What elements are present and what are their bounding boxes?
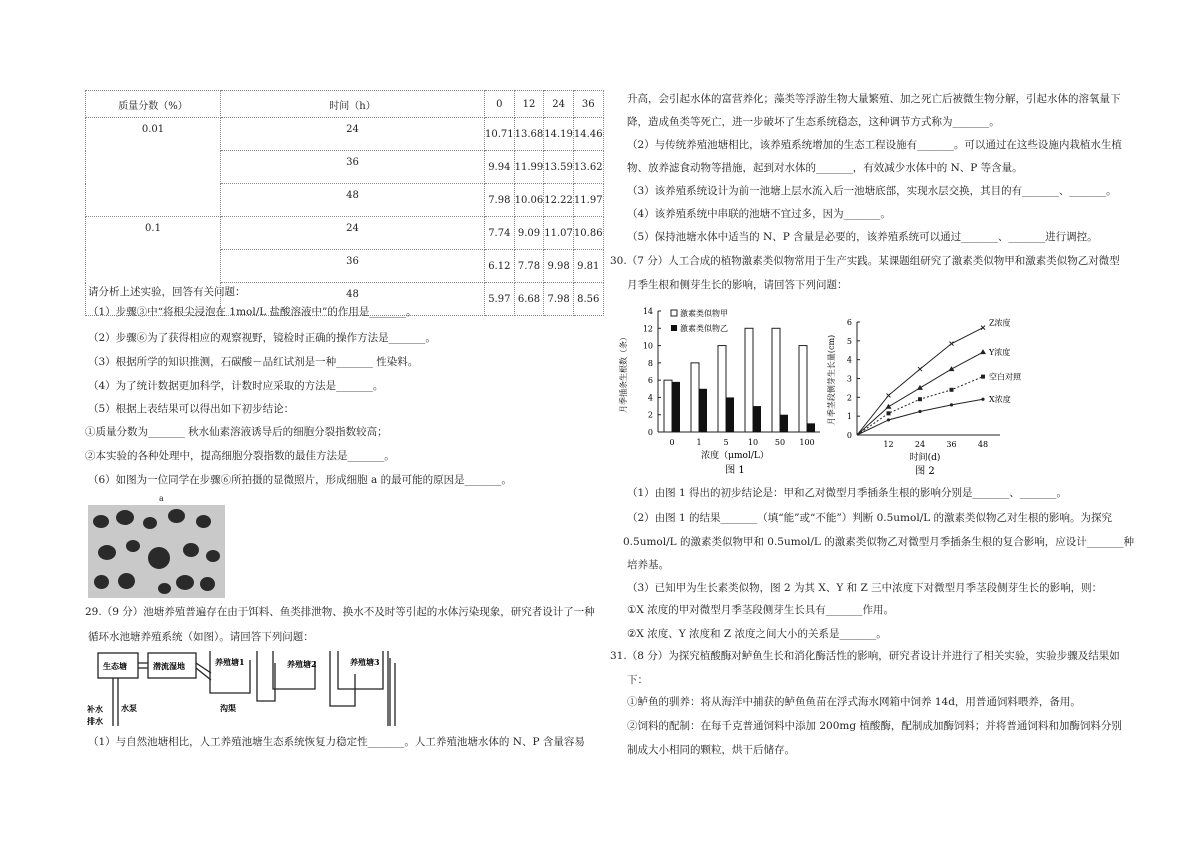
q29-line: 29.（9 分）池塘养殖普遍存在由于饵料、鱼类排泄物、换水不及时等引起的水体污染现象，研究者设计了一种 xyxy=(85,606,595,618)
x-tick-label: 0 xyxy=(669,438,675,447)
table-header: 12 xyxy=(514,91,544,118)
box-label: 潜流湿地 xyxy=(153,661,185,671)
bar-jia xyxy=(772,328,780,432)
time-cell: 36 xyxy=(221,250,485,283)
data-point xyxy=(918,410,921,413)
y-tick-label: 4 xyxy=(647,393,653,403)
y-tick-label: 8 xyxy=(647,358,653,368)
bar-jia xyxy=(691,363,699,432)
y-tick-label: 6 xyxy=(846,318,852,327)
value-cell: 11.99 xyxy=(514,151,544,184)
data-point xyxy=(887,393,891,397)
text-line: 降，造成鱼类等死亡，进一步破坏了生态系统稳态，这种调节方式称为_______。 xyxy=(627,116,1000,128)
y-axis-label: 月季插条生根数（条） xyxy=(619,333,628,413)
chart-title: 图 1 xyxy=(725,465,745,476)
table-header: 0 xyxy=(485,91,515,118)
data-point xyxy=(917,385,923,390)
value-cell: 7.74 xyxy=(485,217,515,250)
y-tick-label: 2 xyxy=(647,410,653,420)
box-label: 养殖塘3 xyxy=(350,657,380,667)
x-tick-label: 10 xyxy=(747,438,759,447)
value-cell: 10.86 xyxy=(573,217,603,250)
data-point xyxy=(886,404,892,409)
value-cell: 10.06 xyxy=(514,184,544,217)
text-line: （5）保持池塘水体中适当的 N、P 含量是必要的，该养殖系统可以通过_______、_______进行调控。 xyxy=(627,231,1098,243)
value-cell: 13.68 xyxy=(514,118,544,151)
value-cell: 9.81 xyxy=(573,250,603,283)
time-cell: 48 xyxy=(221,283,485,316)
text-line: 请分析上述实验，回答有关问题： xyxy=(88,286,246,298)
text-line: 下： xyxy=(627,674,648,686)
pump-label: 水泵 xyxy=(121,703,137,713)
y-tick-label: 1 xyxy=(846,412,852,422)
text-line: （3）该养殖系统设计为前一池塘上层水流入后一池塘底部，实现水层交换，其目的有_______、_______。 xyxy=(627,185,1117,197)
text-line: 31.（8 分）为探究植酸酶对鲈鱼生长和消化酶活性的影响，研究者设计并进行了相关实验，实验步骤及结果如 xyxy=(610,650,1120,662)
data-point xyxy=(918,367,922,371)
x-tick-label: 1 xyxy=(696,438,702,447)
time-cell: 24 xyxy=(221,217,485,250)
value-cell: 11.97 xyxy=(573,184,603,217)
cell-blob xyxy=(126,540,140,552)
text-line: ①X 浓度的甲对微型月季茎段侧芽生长具有_______作用。 xyxy=(627,604,894,616)
value-cell: 6.68 xyxy=(514,283,544,316)
data-point xyxy=(949,366,955,371)
bar-yi xyxy=(753,406,761,432)
inlet-label: 补水 xyxy=(87,704,103,714)
chart-title: 图 2 xyxy=(915,466,935,477)
table-header: 质量分数（%） xyxy=(86,91,221,118)
table-header: 36 xyxy=(573,91,603,118)
series-label: Z浓度 xyxy=(989,318,1011,328)
bar-yi xyxy=(699,389,707,432)
text-line: （4）该养殖系统中串联的池塘不宜过多，因为_______。 xyxy=(627,208,891,220)
x-tick-label: 12 xyxy=(883,440,894,449)
data-point xyxy=(887,418,890,421)
bar-yi xyxy=(726,397,734,432)
text-line: （4）为了统计数据更加科学，计数时应采取的方法是_______。 xyxy=(88,380,384,392)
text-line: 0.5umol/L 的激素类似物甲和 0.5umol/L 的激素类似物乙对微型月季插条生根的复合影响，应设计_______种 xyxy=(623,536,1134,548)
data-point xyxy=(950,388,954,392)
cell-blob xyxy=(143,517,157,529)
cell-blob xyxy=(168,509,185,523)
value-cell: 12.22 xyxy=(544,184,574,217)
y-tick-label: 10 xyxy=(642,341,653,351)
legend-swatch-jia xyxy=(671,310,677,316)
value-cell: 9.09 xyxy=(514,217,544,250)
figures xyxy=(615,305,1035,477)
value-cell: 7.98 xyxy=(544,283,574,316)
text-line: （2）步骤⑥为了获得相应的观察视野，镜检时正确的操作方法是_______。 xyxy=(88,332,436,344)
cell-blob xyxy=(158,583,171,594)
text-line: ②本实验的各种处理中，提高细胞分裂指数的最佳方法是_______。 xyxy=(85,450,395,462)
bar-jia xyxy=(745,328,753,432)
table-row xyxy=(86,217,604,250)
cell-blob xyxy=(176,575,194,590)
time-cell: 48 xyxy=(221,184,485,217)
y-tick-label: 5 xyxy=(846,336,852,346)
series-line xyxy=(857,328,983,435)
value-cell: 9.98 xyxy=(544,250,574,283)
text-line: ①质量分数为_______ 秋水仙素溶液诱导后的细胞分裂指数较高； xyxy=(85,426,388,438)
y-axis-label: 月季茎段侧芽生长量(cm) xyxy=(827,334,836,426)
data-table xyxy=(85,90,604,316)
micrograph-image xyxy=(88,505,225,598)
cell-blob xyxy=(200,577,215,591)
cell-blob xyxy=(94,575,109,589)
x-tick-label: 50 xyxy=(774,438,786,447)
q29-sub1: （1）与自然池塘相比，人工养殖池塘生态系统恢复力稳定性_______。人工养殖池塘水体的 N、P 含量容易 xyxy=(88,736,585,748)
cell-blob xyxy=(98,545,116,560)
data-point xyxy=(981,375,985,379)
text-line: （5）根据上表结果可以得出如下初步结论： xyxy=(88,403,295,415)
value-cell: 11.07 xyxy=(544,217,574,250)
text-line: ②饲料的配制：在每千克普通饲料中添加 200mg 植酸酶，配制成加酶饲料；并将普通饲料和加酶饲料分别 xyxy=(627,720,1122,732)
channel-label: 沟渠 xyxy=(220,703,236,713)
bar-jia xyxy=(799,346,807,432)
value-cell: 10.71 xyxy=(485,118,515,151)
text-line: （3）根据所学的知识推测，石碳酸－品红试剂是一种_______ 性染料。 xyxy=(88,356,419,368)
cell-blob xyxy=(148,547,170,569)
x-axis-label: 时间(d) xyxy=(909,453,941,463)
x-tick-label: 48 xyxy=(977,440,989,449)
box-label: 养殖塘1 xyxy=(215,657,245,667)
box-label: 生态塘 xyxy=(103,661,127,671)
series-label: 空白对照 xyxy=(989,372,1021,382)
table-header: 24 xyxy=(544,91,574,118)
data-point xyxy=(950,403,953,406)
bar-jia xyxy=(718,346,726,432)
cell-blob xyxy=(116,510,134,525)
legend-swatch-yi xyxy=(671,325,677,331)
value-cell: 7.98 xyxy=(485,184,515,217)
value-cell: 14.19 xyxy=(544,118,574,151)
cell-blob xyxy=(196,515,211,528)
text-line: ①鲈鱼的驯养：将从海洋中捕获的鲈鱼鱼苗在浮式海水网箱中饲养 14d，用普通饲料喂养，备用。 xyxy=(627,696,1081,708)
text-line: （1）由图 1 得出的初步结论是：甲和乙对微型月季插条生根的影响分别是_______、_______。 xyxy=(627,487,1068,499)
text-line: 30.（7 分）人工合成的植物激素类似物常用于生产实践。某课题组研究了激素类似物甲和激素类似物乙对微型 xyxy=(610,255,1120,267)
time-cell: 36 xyxy=(221,151,485,184)
series-line xyxy=(857,352,983,435)
series-label: Y浓度 xyxy=(989,348,1011,358)
pond-system-diagram xyxy=(85,648,410,726)
x-tick-label: 24 xyxy=(914,440,926,449)
legend-label: 激素类似物乙 xyxy=(680,324,728,333)
text-line: （3）已知甲为生长素类似物，图 2 为其 X、Y 和 Z 三中浓度下对微型月季茎段侧芽生长的影响，则： xyxy=(627,582,1103,594)
text-line: （1）步骤③中“将根尖浸泡在 1mol/L 盐酸溶液中”的作用是_______。 xyxy=(88,306,417,318)
x-tick-label: 100 xyxy=(799,438,815,447)
y-tick-label: 2 xyxy=(846,393,852,403)
mass-fraction-cell: 0.01 xyxy=(86,118,221,217)
text-line: 物、放养滤食动物等措施，起到对水体的_______，有效减少水体中的 N、P 等含量。 xyxy=(627,162,1023,174)
value-cell: 13.62 xyxy=(573,151,603,184)
cell-a-label: a xyxy=(159,494,164,503)
legend-label: 激素类似物甲 xyxy=(680,309,728,318)
data-point xyxy=(918,397,922,401)
x-axis-label: 浓度（μmol/L） xyxy=(701,451,769,461)
y-tick-label: 6 xyxy=(647,376,653,386)
data-point xyxy=(981,326,985,330)
text-line: （2）与传统养殖池塘相比，该养殖系统增加的生态工程设施有_______。可以通过在这些设施内栽植水生植 xyxy=(627,139,1122,151)
text-line: 培养基。 xyxy=(627,559,669,571)
time-cell: 24 xyxy=(221,118,485,151)
y-tick-label: 0 xyxy=(647,428,653,437)
y-tick-label: 0 xyxy=(846,431,852,440)
text-line: 月季生根和侧芽生长的影响，请回答下列问题： xyxy=(627,279,848,291)
y-tick-label: 4 xyxy=(846,355,852,365)
text-line: 制成大小相同的颗粒，烘干后储存。 xyxy=(627,744,795,756)
box-label: 养殖塘2 xyxy=(287,659,317,669)
data-point xyxy=(981,398,984,401)
cell-blob xyxy=(183,543,199,557)
x-tick-label: 36 xyxy=(946,440,957,449)
text-line: ②X 浓度、Y 浓度和 Z 浓度之间大小的关系是_______。 xyxy=(627,628,887,640)
data-point xyxy=(887,411,891,415)
y-tick-label: 14 xyxy=(642,307,653,316)
bar-yi xyxy=(780,415,788,432)
data-point xyxy=(950,342,954,346)
text-line: （2）由图 1 的结果_______（填“能”或“不能”）判断 0.5umol/L 的激素类似物乙对生根的影响。为探究 xyxy=(627,512,1113,524)
mass-fraction-cell: 0.1 xyxy=(86,217,221,316)
cell-blob xyxy=(93,515,109,528)
bar-yi xyxy=(672,382,680,432)
value-cell: 6.12 xyxy=(485,250,515,283)
value-cell: 5.97 xyxy=(485,283,515,316)
text-line: （6）如图为一位同学在步骤⑥所拍摄的显微照片，形成细胞 a 的最可能的原因是_______。 xyxy=(88,474,512,486)
table-row xyxy=(86,118,604,151)
value-cell: 9.94 xyxy=(485,151,515,184)
cell-blob xyxy=(206,550,220,562)
series-label: X浓度 xyxy=(989,395,1011,405)
y-tick-label: 12 xyxy=(642,324,653,334)
x-tick-label: 5 xyxy=(723,438,729,447)
y-tick-label: 3 xyxy=(846,374,852,384)
value-cell: 13.59 xyxy=(544,151,574,184)
bar-yi xyxy=(807,423,815,432)
bar-jia xyxy=(664,380,672,432)
outlet-label: 排水 xyxy=(87,716,103,726)
value-cell: 7.78 xyxy=(514,250,544,283)
value-cell: 8.56 xyxy=(573,283,603,316)
value-cell: 14.46 xyxy=(573,118,603,151)
table-header: 时间（h） xyxy=(221,91,485,118)
q29-line: 循环水池塘养殖系统（如图）。请回答下列问题： xyxy=(88,631,314,643)
data-point xyxy=(980,349,986,354)
cell-blob xyxy=(118,573,135,589)
series-line xyxy=(857,399,983,435)
text-line: 升高，会引起水体的富营养化；藻类等浮游生物大量繁殖、加之死亡后被微生物分解，引起水体的溶氧量下 xyxy=(627,93,1121,105)
table-header-row xyxy=(86,91,604,118)
